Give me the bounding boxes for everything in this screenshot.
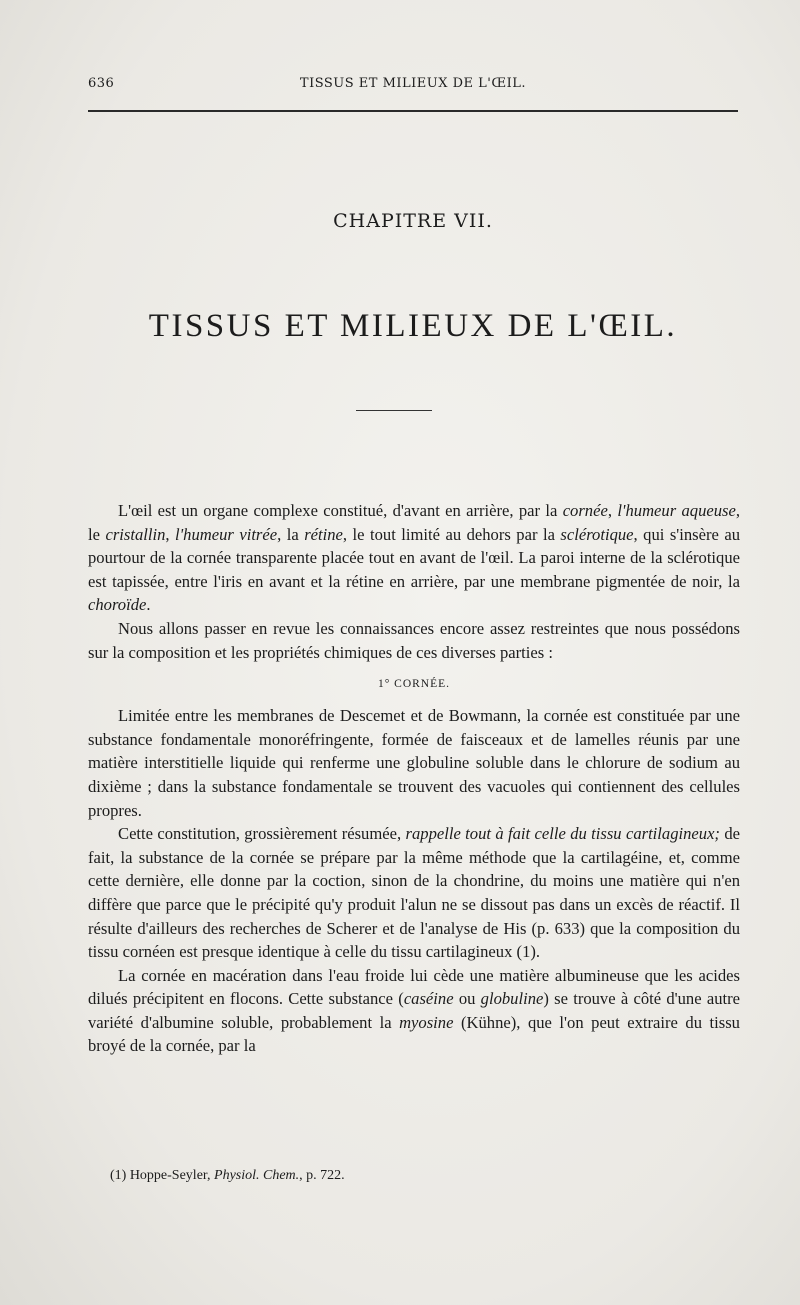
italic-term: l'humeur aqueuse <box>617 501 736 520</box>
text-run: , p. 722. <box>299 1168 345 1183</box>
running-title: TISSUS ET MILIEUX DE L'ŒIL. <box>299 76 527 91</box>
paragraph-cornea-maceration <box>88 964 740 1058</box>
text-run: . <box>146 595 151 615</box>
header-rule <box>88 110 738 112</box>
footnote <box>110 1168 730 1184</box>
italic-term: choroïde <box>88 595 147 615</box>
italic-term: cornée <box>562 501 608 520</box>
text-run: , qui s'insère au pourtour de la cornée transparente placée tout en avant de l'œil. La paroi interne de la sclérotique est tapissée, entre l'iris en avant et la rétine en arrière, par une membrane pigmentée de noir, la <box>88 524 741 591</box>
text-run: Cette constitution, grossièrement résumée, <box>118 824 406 844</box>
italic-term: myosine <box>399 1012 454 1032</box>
section-heading: 1° CORNÉE. <box>377 678 451 691</box>
chapter-title: TISSUS ET MILIEUX DE L'ŒIL. <box>148 308 678 344</box>
page-number: 636 <box>88 76 115 91</box>
italic-term: rappelle tout à fait celle du tissu cartilagineux; <box>405 824 720 844</box>
text-run: ) se trouve à côté d'une autre variété d'albumine soluble, probablement la <box>88 989 741 1032</box>
paragraph-cornea-structure: Limitée entre les membranes de Descemet et de Bowmann, la cornée est constituée par une substance fondamentale monoréfringente, formée de faisceaux et de lamelles réunis par une matière interstitielle liquide qui renferme une globuline soluble dans le chlorure de sodium au dixième ; dans la substance fondamentale se trouvent des vacuoles qui contiennent des cellules propres. <box>88 706 740 820</box>
italic-term: rétine <box>304 524 343 544</box>
text-run: , <box>165 524 176 544</box>
paragraph-cornea-constitution <box>88 822 740 964</box>
text-run: L'œil est un organe complexe constitué, d'avant en arrière, par la <box>118 501 563 520</box>
text-run: , le <box>88 501 741 544</box>
italic-term: l'humeur vitrée <box>175 524 278 544</box>
text-run: (Kühne), que l'on peut extraire du tissu broyé de la cornée, par la <box>88 1012 740 1056</box>
italic-term: Physiol. Chem. <box>214 1168 300 1183</box>
italic-term: cristallin <box>105 524 166 544</box>
text-run: , <box>607 501 618 520</box>
italic-term: caséine <box>403 989 454 1009</box>
text-run: , le tout limité au dehors par la <box>342 524 561 544</box>
title-rule <box>356 410 432 411</box>
paragraph-intro <box>88 499 740 617</box>
italic-term: globuline <box>480 989 544 1009</box>
chapter-number: CHAPITRE VII. <box>333 210 493 232</box>
body-text <box>88 499 740 1058</box>
text-run: (1) Hoppe-Seyler, <box>110 1168 215 1183</box>
paragraph-overview: Nous allons passer en revue les connaissances encore assez restreintes que nous possédons sur la composition et les propriétés chimiques de ces diverses parties : <box>88 618 740 662</box>
italic-term: sclérotique <box>560 524 634 544</box>
running-head <box>88 76 738 98</box>
text-run: La cornée en macération dans l'eau froide lui cède une matière albumineuse que les acides dilués précipitent en flocons. Cette substance ( <box>88 965 740 1009</box>
text-run: , la <box>277 524 305 544</box>
text-run: de fait, la substance de la cornée se prépare par la même méthode que la cartilagéine, et, comme cette dernière, elle donne par la coction, sinon de la chondrine, du moins une matière qui n'en diffère que parce que le précipité qu'y produit l'alun ne se dissout pas dans un excès de réactif. Il résulte d'ailleurs des recherches de Scherer et de l'analyse de His (p. 633) que la composition du tissu cornéen est presque identique à celle du tissu cartilagineux (1). <box>88 824 740 962</box>
text-run: ou <box>453 989 481 1009</box>
